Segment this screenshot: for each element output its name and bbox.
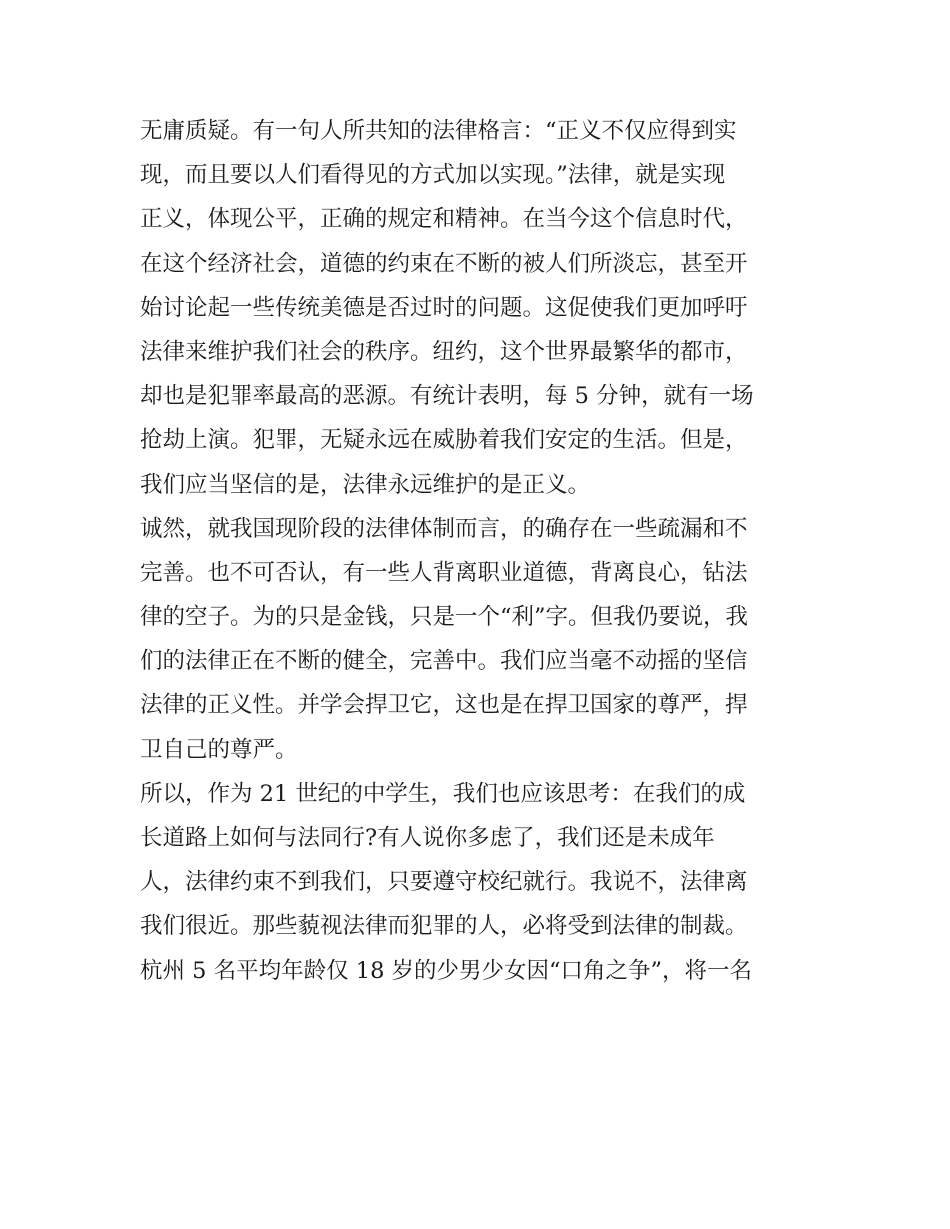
text-line: 却也是犯罪率最高的恶源。有统计表明，每 5 分钟，就有一场 xyxy=(140,383,754,410)
text-line: 长道路上如何与法同行?有人说你多虑了，我们还是未成年 xyxy=(140,825,715,851)
text-line: 卫自己的尊严。 xyxy=(140,736,298,763)
text-line: 人，法律约束不到我们，只要遵守校纪就行。我说不，法律离 xyxy=(140,869,748,896)
text-line: 所以，作为 21 世纪的中学生，我们也应该思考：在我们的成 xyxy=(140,780,746,807)
text-line: 正义，体现公平，正确的规定和精神。在当今这个信息时代， xyxy=(140,206,748,233)
text-line: 始讨论起一些传统美德是否过时的问题。这促使我们更加呼吁 xyxy=(140,294,748,321)
body-text xyxy=(140,109,820,993)
text-line: 们的法律正在不断的健全，完善中。我们应当毫不动摇的坚信 xyxy=(140,648,748,675)
text-line: 法律的正义性。并学会捍卫它，这也是在捍卫国家的尊严，捍 xyxy=(140,692,748,719)
text-line: 完善。也不可否认，有一些人背离职业道德，背离良心，钻法 xyxy=(140,559,748,586)
text-line: 在这个经济社会，道德的约束在不断的被人们所淡忘，甚至开 xyxy=(140,250,748,277)
text-line: 我们很近。那些藐视法律而犯罪的人，必将受到法律的制裁。 xyxy=(140,913,748,940)
text-line: 抢劫上演。犯罪，无疑永远在威胁着我们安定的生活。但是， xyxy=(140,427,748,454)
text-line: 法律来维护我们社会的秩序。纽约，这个世界最繁华的都市， xyxy=(140,338,748,365)
text-line: 我们应当坚信的是，法律永远维护的是正义。 xyxy=(140,471,591,498)
text-line: 无庸质疑。有一句人所共知的法律格言：“正义不仅应得到实 xyxy=(140,118,737,144)
text-line: 律的空子。为的只是金钱，只是一个“利”字。但我仍要说，我 xyxy=(140,604,749,631)
text-line: 杭州 5 名平均年龄仅 18 岁的少男少女因“口角之争”，将一名 xyxy=(140,957,753,984)
text-line: 诚然，就我国现阶段的法律体制而言，的确存在一些疏漏和不 xyxy=(140,515,748,542)
text-line: 现，而且要以人们看得见的方式加以实现。”法律，就是实现 xyxy=(140,162,726,189)
